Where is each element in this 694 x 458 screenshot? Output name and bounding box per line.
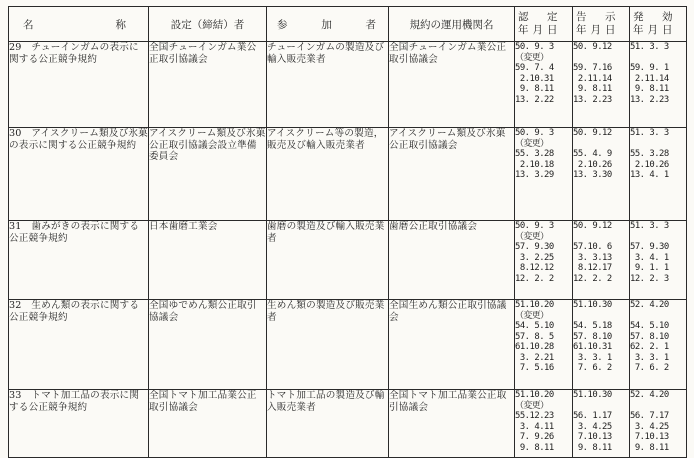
participants-cell: トマト加工品の製造及び輸入販売業者 xyxy=(267,390,389,458)
rule-name-cell: 30 アイスクリーム類及び氷菓の表示に関する公正競争規約 xyxy=(9,128,149,221)
date-entry: 51. 3. 3 xyxy=(630,221,669,231)
effective-date-cell xyxy=(630,390,687,458)
date-entry: 56. 7.17 xyxy=(630,411,669,421)
date-entry xyxy=(630,401,686,412)
date-entry: 52. 4.20 xyxy=(630,390,669,400)
operator-cell: 全国生めん類公正取引協議会 xyxy=(389,300,515,390)
date-entry: 13. 2.23 xyxy=(630,94,669,105)
date-entry: 13. 3.29 xyxy=(515,170,554,180)
date-entry: （変更） xyxy=(515,310,549,321)
date-entry xyxy=(630,53,686,64)
date-entry: 13. 2.22 xyxy=(515,94,554,105)
notice-date-cell xyxy=(573,390,630,458)
operator-cell: アイスクリーム類及び氷菓公正取引協議会 xyxy=(389,128,515,221)
header-operator: 規約の運用機関名 xyxy=(389,7,515,42)
date-entry: 8.12.17 xyxy=(573,263,612,273)
notice-date-cell xyxy=(573,221,630,300)
date-entry: 51.10.30 xyxy=(573,300,612,310)
date-entry: 7.10.13 xyxy=(573,432,612,442)
date-entry xyxy=(573,401,629,412)
date-entry: 51. 3. 3 xyxy=(630,128,669,138)
date-entry: 3. 3. 1 xyxy=(573,352,612,363)
date-entry: 61.10.28 xyxy=(515,342,554,352)
date-entry: 54. 5.10 xyxy=(515,321,554,331)
date-entry: 3. 4.25 xyxy=(573,421,612,432)
establisher-cell: 全国ゆでめん類公正取引協議会 xyxy=(149,300,267,390)
date-entry: 2.10.31 xyxy=(515,73,554,84)
date-entry: 7. 5.16 xyxy=(515,363,554,373)
date-entry: 12. 2. 2 xyxy=(573,273,612,284)
header-participants: 参 加 者 xyxy=(267,7,389,42)
date-entry: 12. 2. 3 xyxy=(630,273,669,284)
header-effective-date: 発 効 年月日 xyxy=(630,7,687,42)
date-entry xyxy=(573,53,629,64)
date-entry: 56. 1.17 xyxy=(573,411,612,421)
header-establisher: 設定（締結）者 xyxy=(149,7,267,42)
date-entry: 9. 8.11 xyxy=(573,84,612,94)
approval-date-cell xyxy=(515,221,573,300)
date-entry: 3. 4. 1 xyxy=(630,252,669,263)
date-entry: 3. 3.13 xyxy=(573,252,612,263)
date-entry: （変更） xyxy=(515,52,549,63)
date-entry: 3. 2.25 xyxy=(515,252,554,263)
establisher-cell: 日本歯磨工業会 xyxy=(149,221,267,300)
date-entry: （変更） xyxy=(515,138,549,149)
date-entry: 57. 8. 5 xyxy=(515,331,554,342)
notice-date-cell xyxy=(573,128,630,221)
effective-date-cell xyxy=(630,300,687,390)
date-entry: 2.10.26 xyxy=(573,159,612,170)
date-entry: 12. 2. 2 xyxy=(515,273,554,284)
date-entry: 59. 7. 4 xyxy=(515,63,554,73)
table-row xyxy=(9,221,687,300)
date-entry: 59. 7.16 xyxy=(573,63,612,73)
date-entry: 57. 8.10 xyxy=(573,331,612,342)
date-entry: 13. 3.30 xyxy=(573,170,612,180)
participants-cell: 生めん類の製造及び販売業者 xyxy=(267,300,389,390)
date-entry: 3. 3. 1 xyxy=(630,352,669,363)
approval-date-cell xyxy=(515,42,573,128)
date-entry: 7. 6. 2 xyxy=(630,363,669,373)
date-entry: 7.10.13 xyxy=(630,432,669,442)
date-entry: 7. 6. 2 xyxy=(573,363,612,373)
date-entry: 52. 4.20 xyxy=(630,300,669,310)
date-entry: 2.10.18 xyxy=(515,159,554,170)
date-entry: 50. 9.12 xyxy=(573,221,612,231)
rule-name-cell: 31 歯みがきの表示に関する公正競争規約 xyxy=(9,221,149,300)
establisher-cell: 全国チューインガム業公正取引協議会 xyxy=(149,42,267,128)
date-entry: 51.10.20 xyxy=(515,300,554,310)
header-approval-date: 認 定 年月日 xyxy=(515,7,573,42)
date-entry: 51.10.20 xyxy=(515,390,554,400)
establisher-cell: 全国トマト加工品業公正取引協議会 xyxy=(149,390,267,458)
header-notice-date: 告 示 年月日 xyxy=(573,7,630,42)
date-entry: （変更） xyxy=(515,231,549,242)
date-entry: 54. 5.18 xyxy=(573,321,612,331)
date-entry: 62. 2. 1 xyxy=(630,342,669,352)
date-entry: 3. 4.11 xyxy=(515,421,554,432)
rule-name-cell: 32 生めん類の表示に関する公正競争規約 xyxy=(9,300,149,390)
table-row xyxy=(9,300,687,390)
date-entry: 57. 8.10 xyxy=(630,331,669,342)
operator-cell: 全国チューインガム業公正取引協議会 xyxy=(389,42,515,128)
date-entry: 57.10. 6 xyxy=(573,242,612,252)
rule-name-cell: 33 トマト加工品の表示に関する公正競争規約 xyxy=(9,390,149,458)
date-entry: 61.10.31 xyxy=(573,342,612,352)
fair-competition-rules-table xyxy=(8,6,687,458)
date-entry: 9. 8.11 xyxy=(515,442,554,453)
date-entry: 8.12.12 xyxy=(515,263,554,273)
date-entry xyxy=(573,311,629,322)
date-entry xyxy=(573,139,629,150)
date-entry: 50. 9. 3 xyxy=(515,128,554,138)
establisher-cell: アイスクリーム類及び氷菓公正取引協議会設立準備委員会 xyxy=(149,128,267,221)
date-entry xyxy=(630,311,686,322)
date-entry: 51. 3. 3 xyxy=(630,42,669,52)
date-entry: 54. 5.10 xyxy=(630,321,669,331)
operator-cell: 全国トマト加工品業公正取引協議会 xyxy=(389,390,515,458)
date-entry: 3. 4.25 xyxy=(630,421,669,432)
header-row xyxy=(9,7,687,42)
date-entry: 55. 4. 9 xyxy=(573,149,612,159)
date-entry: （変更） xyxy=(515,400,549,411)
date-entry: 50. 9.12 xyxy=(573,128,612,138)
date-entry: 9. 8.11 xyxy=(630,442,669,453)
date-entry: 50. 9.12 xyxy=(573,42,612,52)
date-entry: 55.12.23 xyxy=(515,411,554,421)
participants-cell: 歯磨の製造及び輸入販売業者 xyxy=(267,221,389,300)
rule-name-cell: 29 チューインガムの表示に関する公正競争規約 xyxy=(9,42,149,128)
effective-date-cell xyxy=(630,42,687,128)
table-row xyxy=(9,128,687,221)
date-entry: 3. 2.21 xyxy=(515,352,554,363)
date-entry: 50. 9. 3 xyxy=(515,221,554,231)
notice-date-cell xyxy=(573,300,630,390)
date-entry: 2.11.14 xyxy=(630,73,669,84)
date-entry: 57. 9.30 xyxy=(630,242,669,252)
date-entry: 9. 8.11 xyxy=(573,442,612,453)
effective-date-cell xyxy=(630,128,687,221)
date-entry: 57. 9.30 xyxy=(515,242,554,252)
table-row xyxy=(9,42,687,128)
date-entry: 2.10.26 xyxy=(630,159,669,170)
participants-cell: チューインガムの製造及び輸入販売業者 xyxy=(267,42,389,128)
date-entry: 50. 9. 3 xyxy=(515,42,554,52)
approval-date-cell xyxy=(515,300,573,390)
date-entry: 13. 4. 1 xyxy=(630,170,669,180)
date-entry: 51.10.30 xyxy=(573,390,612,400)
date-entry xyxy=(630,232,686,243)
date-entry: 2.11.14 xyxy=(573,73,612,84)
date-entry xyxy=(630,139,686,150)
operator-cell: 歯磨公正取引協議会 xyxy=(389,221,515,300)
approval-date-cell xyxy=(515,128,573,221)
effective-date-cell xyxy=(630,221,687,300)
date-entry: 13. 2.23 xyxy=(573,94,612,105)
date-entry: 7. 9.26 xyxy=(515,432,554,442)
date-entry xyxy=(573,232,629,243)
header-name: 名 称 xyxy=(9,7,149,42)
date-entry: 59. 9. 1 xyxy=(630,63,669,73)
date-entry: 9. 1. 1 xyxy=(630,263,669,273)
date-entry: 55. 3.28 xyxy=(515,149,554,159)
notice-date-cell xyxy=(573,42,630,128)
participants-cell: アイスクリーム等の製造，販売及び輸入販売業者 xyxy=(267,128,389,221)
date-entry: 55. 3.28 xyxy=(630,149,669,159)
date-entry: 9. 8.11 xyxy=(630,84,669,94)
date-entry: 9. 8.11 xyxy=(515,84,554,94)
approval-date-cell xyxy=(515,390,573,458)
table-row xyxy=(9,390,687,458)
